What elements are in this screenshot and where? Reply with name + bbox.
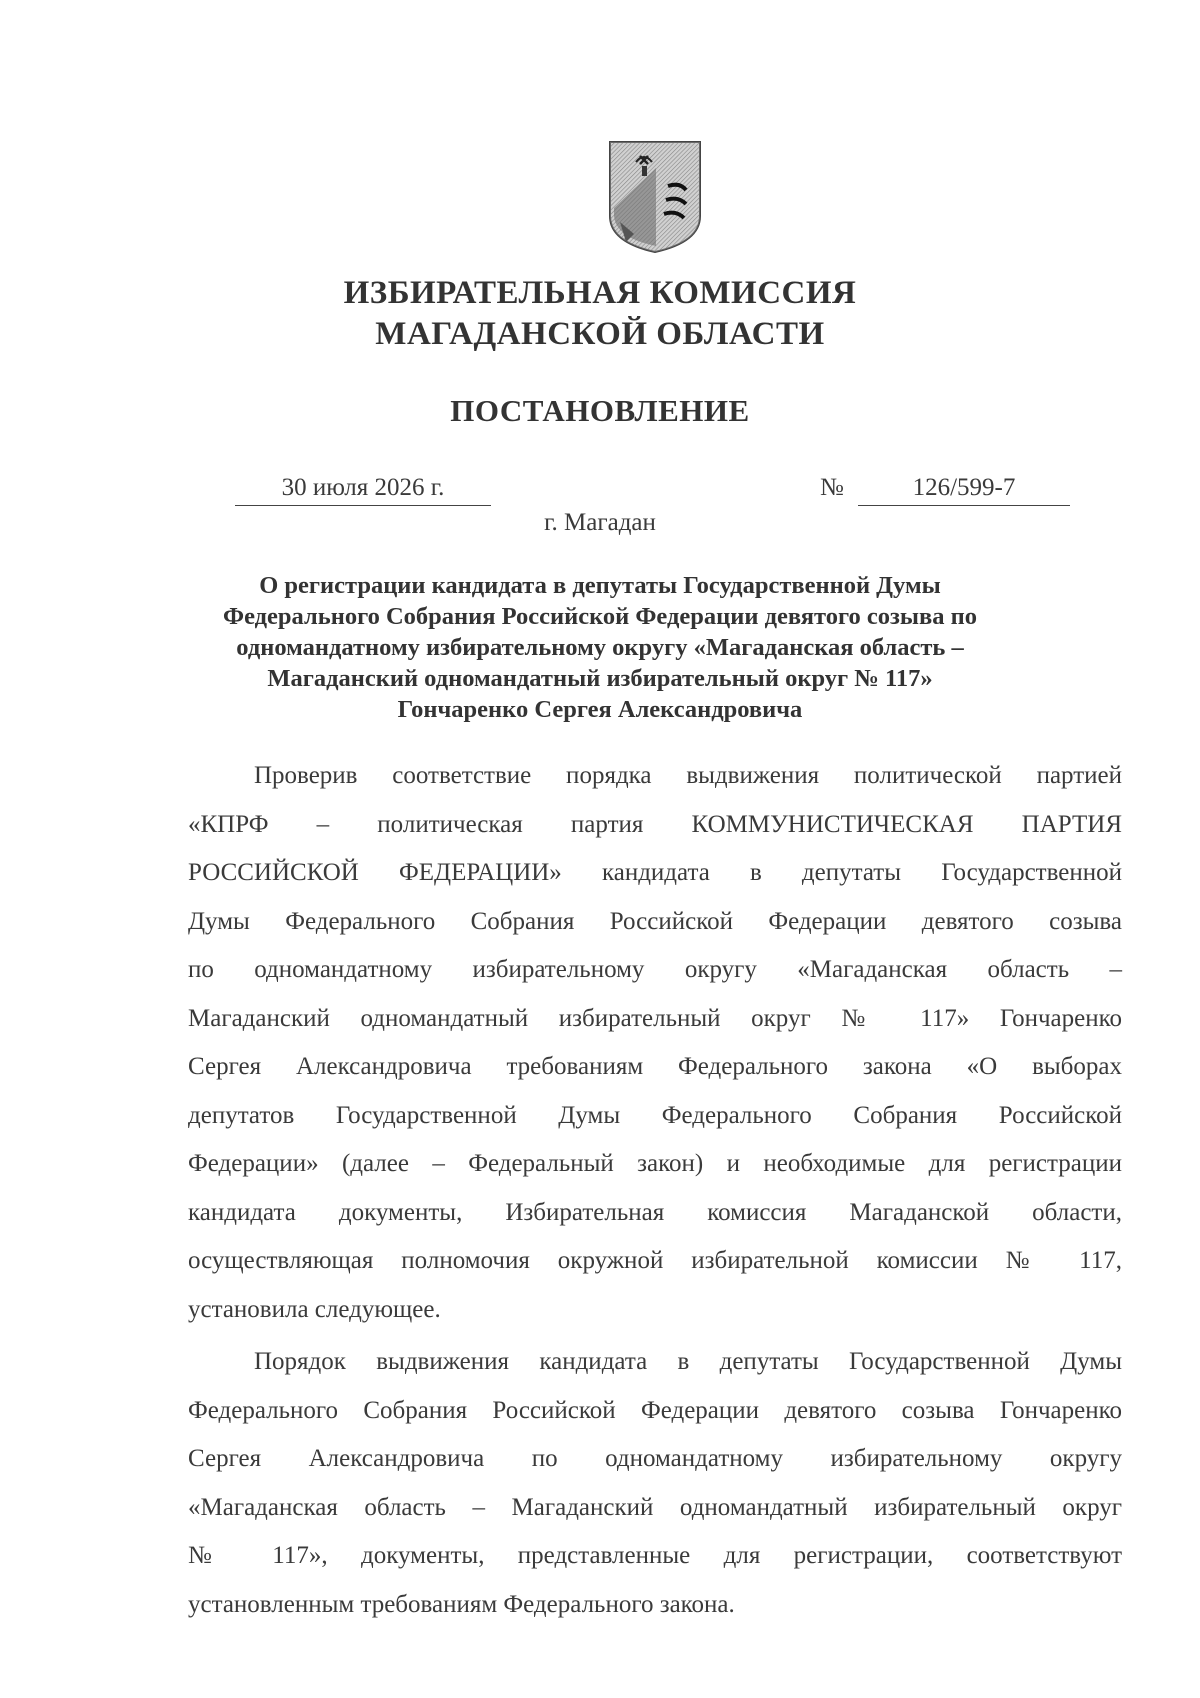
paragraph-line: установленным требованиям Федерального закона. [188, 1590, 735, 1618]
organization-name-line2: МАГАДАНСКОЙ ОБЛАСТИ [375, 316, 825, 352]
number-sign: № [820, 474, 844, 501]
paragraph-line: «КПРФ – политическая партия КОММУНИСТИЧЕСКАЯ ПАРТИЯ [188, 810, 1122, 838]
subject-line: одномандатному избирательному округу «Магаданская область – [236, 634, 964, 661]
paragraph-line: осуществляющая полномочия окружной избирательной комиссии № 117, [188, 1247, 1122, 1274]
subject-line: Магаданский одномандатный избирательный округ № 117» [267, 665, 933, 692]
paragraph-line: установила следующее. [188, 1295, 441, 1323]
paragraph-line: Сергея Александровича по одномандатному избирательному округу [188, 1445, 1122, 1472]
paragraph-line: Сергея Александровича требованиям Федерального закона «О выборах [188, 1053, 1122, 1080]
document-date: 30 июля 2026 г. [235, 473, 491, 506]
document-subject [150, 570, 1050, 725]
subject-line: О регистрации кандидата в депутаты Государственной Думы [259, 572, 941, 599]
paragraph-line: «Магаданская область – Магаданский одномандатный избирательный округ [188, 1493, 1122, 1521]
document-number: 126/599-7 [858, 473, 1070, 506]
paragraph-line: Думы Федерального Собрания Российской Федерации девятого созыва [188, 907, 1122, 935]
paragraph-line: Магаданский одномандатный избирательный округ № 117» Гончаренко [188, 1004, 1122, 1032]
organization-name-line1: ИЗБИРАТЕЛЬНАЯ КОМИССИЯ [343, 275, 857, 311]
subject-line: Федерального Собрания Российской Федерации девятого созыва по [223, 603, 977, 630]
paragraph-line: по одномандатному избирательному округу «Магаданская область – [188, 956, 1122, 983]
paragraph-line: Федерации» (далее – Федеральный закон) и необходимые для регистрации [188, 1150, 1122, 1177]
paragraph-line: Порядок выдвижения кандидата в депутаты Государственной Думы [254, 1348, 1122, 1375]
body-paragraph-2 [188, 1338, 1122, 1629]
subject-line: Гончаренко Сергея Александровича [397, 696, 803, 723]
paragraph-line: РОССИЙСКОЙ ФЕДЕРАЦИИ» кандидата в депутаты Государственной [188, 859, 1122, 886]
document-type-title: ПОСТАНОВЛЕНИЕ [450, 393, 750, 428]
magadan-coat-of-arms-icon [606, 138, 704, 256]
paragraph-line: Проверив соответствие порядка выдвижения политической партией [254, 762, 1122, 789]
document-city: г. Магадан [544, 509, 656, 536]
body-paragraph-1 [188, 752, 1122, 1334]
paragraph-line: Федерального Собрания Российской Федерации девятого созыва Гончаренко [188, 1396, 1122, 1424]
paragraph-line: депутатов Государственной Думы Федерального Собрания Российской [188, 1101, 1122, 1129]
paragraph-line: кандидата документы, Избирательная комиссия Магаданской области, [188, 1198, 1122, 1226]
paragraph-line: № 117», документы, представленные для регистрации, соответствуют [188, 1542, 1122, 1569]
